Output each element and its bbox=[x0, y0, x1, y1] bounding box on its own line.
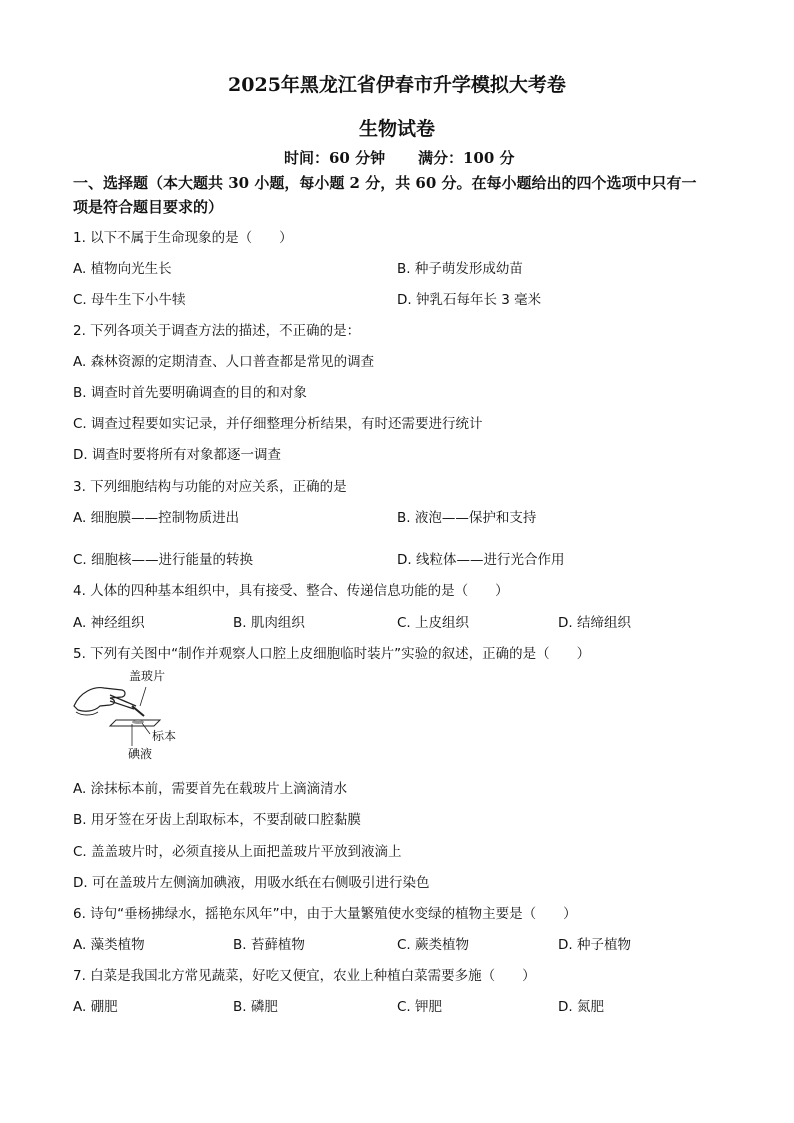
question-1-option-a: A. 植物向光生长 bbox=[73, 261, 172, 277]
question-1-option-b: B. 种子萌发形成幼苗 bbox=[397, 261, 523, 277]
cover-glass bbox=[132, 706, 144, 716]
hand-sleeve-line bbox=[76, 712, 98, 715]
question-7-stem: 7. 白菜是我国北方常见蔬菜，好吃又便宜，农业上种植白菜需要多施（ ） bbox=[73, 968, 536, 984]
question-5-stem: 5. 下列有关图中“制作并观察人口腔上皮细胞临时装片”实验的叙述，正确的是（ ） bbox=[73, 646, 591, 662]
question-2-option-c: C. 调查过程要如实记录，并仔细整理分析结果，有时还需要进行统计 bbox=[73, 416, 483, 432]
hand-icon bbox=[74, 688, 125, 712]
question-2-option-a: A. 森林资源的定期清查、人口普查都是常见的调查 bbox=[73, 354, 375, 370]
question-6-option-b: B. 苔藓植物 bbox=[233, 937, 305, 953]
question-7-option-b: B. 磷肥 bbox=[233, 999, 278, 1015]
question-7-option-c: C. 钾肥 bbox=[397, 999, 443, 1015]
question-6-option-d: D. 种子植物 bbox=[558, 937, 631, 953]
question-2-option-d: D. 调查时要将所有对象都逐一调查 bbox=[73, 447, 281, 463]
question-2-option-b: B. 调查时首先要明确调查的目的和对象 bbox=[73, 385, 307, 401]
question-5-option-a: A. 涂抹标本前，需要首先在载玻片上滴滴清水 bbox=[73, 781, 348, 797]
question-7-option-a: A. 硼肥 bbox=[73, 999, 118, 1015]
question-1-option-c: C. 母牛生下小牛犊 bbox=[73, 292, 186, 308]
slide-preparation-figure bbox=[70, 668, 190, 768]
exam-title: 2025年黑龙江省伊春市升学模拟大考卷 bbox=[228, 74, 566, 96]
iodine-label: 碘液 bbox=[128, 747, 153, 761]
section-heading-line1: 一、选择题（本大题共 30 小题，每小题 2 分，共 60 分。在每小题给出的四个选项中只有一 bbox=[73, 174, 697, 192]
exam-subtitle: 生物试卷 bbox=[358, 118, 435, 140]
question-5-option-b: B. 用牙签在牙齿上刮取标本，不要刮破口腔黏膜 bbox=[73, 812, 361, 828]
tweezers-arm-lower bbox=[110, 701, 134, 709]
question-7-option-d: D. 氮肥 bbox=[558, 999, 604, 1015]
question-4-stem: 4. 人体的四种基本组织中，具有接受、整合、传递信息功能的是（ ） bbox=[73, 583, 509, 599]
exam-time: 时间：60 分钟 bbox=[284, 149, 386, 167]
question-1-stem: 1. 以下不属于生命现象的是（ ） bbox=[73, 230, 293, 246]
question-3-option-d: D. 线粒体——进行光合作用 bbox=[397, 552, 565, 568]
cover-glass-label-line bbox=[140, 687, 146, 706]
question-2-stem: 2. 下列各项关于调查方法的描述，不正确的是： bbox=[73, 323, 361, 339]
question-3-option-a: A. 细胞膜——控制物质进出 bbox=[73, 510, 240, 526]
question-5-option-c: C. 盖盖玻片时，必须直接从上面把盖玻片平放到液滴上 bbox=[73, 844, 402, 860]
question-4-option-b: B. 肌肉组织 bbox=[233, 615, 305, 631]
cover-glass-label: 盖玻片 bbox=[129, 669, 166, 683]
question-3-stem: 3. 下列细胞结构与功能的对应关系，正确的是 bbox=[73, 479, 347, 495]
question-1-option-d: D. 钟乳石每年长 3 毫米 bbox=[397, 292, 542, 308]
question-5-option-d: D. 可在盖玻片左侧滴加碘液，用吸水纸在右侧吸引进行染色 bbox=[73, 875, 430, 891]
sample-label: 标本 bbox=[152, 729, 177, 743]
question-4-option-a: A. 神经组织 bbox=[73, 615, 145, 631]
question-6-option-a: A. 藻类植物 bbox=[73, 937, 145, 953]
question-3-option-b: B. 液泡——保护和支持 bbox=[397, 510, 537, 526]
exam-score: 满分：100 分 bbox=[418, 149, 515, 167]
question-6-stem: 6. 诗句“垂杨拂绿水，摇艳东风年”中，由于大量繁殖使水变绿的植物主要是（ ） bbox=[73, 906, 577, 922]
question-6-option-c: C. 蕨类植物 bbox=[397, 937, 470, 953]
section-heading-line2: 项是符合题目要求的） bbox=[73, 198, 224, 216]
question-3-option-c: C. 细胞核——进行能量的转换 bbox=[73, 552, 254, 568]
question-4-option-c: C. 上皮组织 bbox=[397, 615, 470, 631]
question-4-option-d: D. 结缔组织 bbox=[558, 615, 631, 631]
